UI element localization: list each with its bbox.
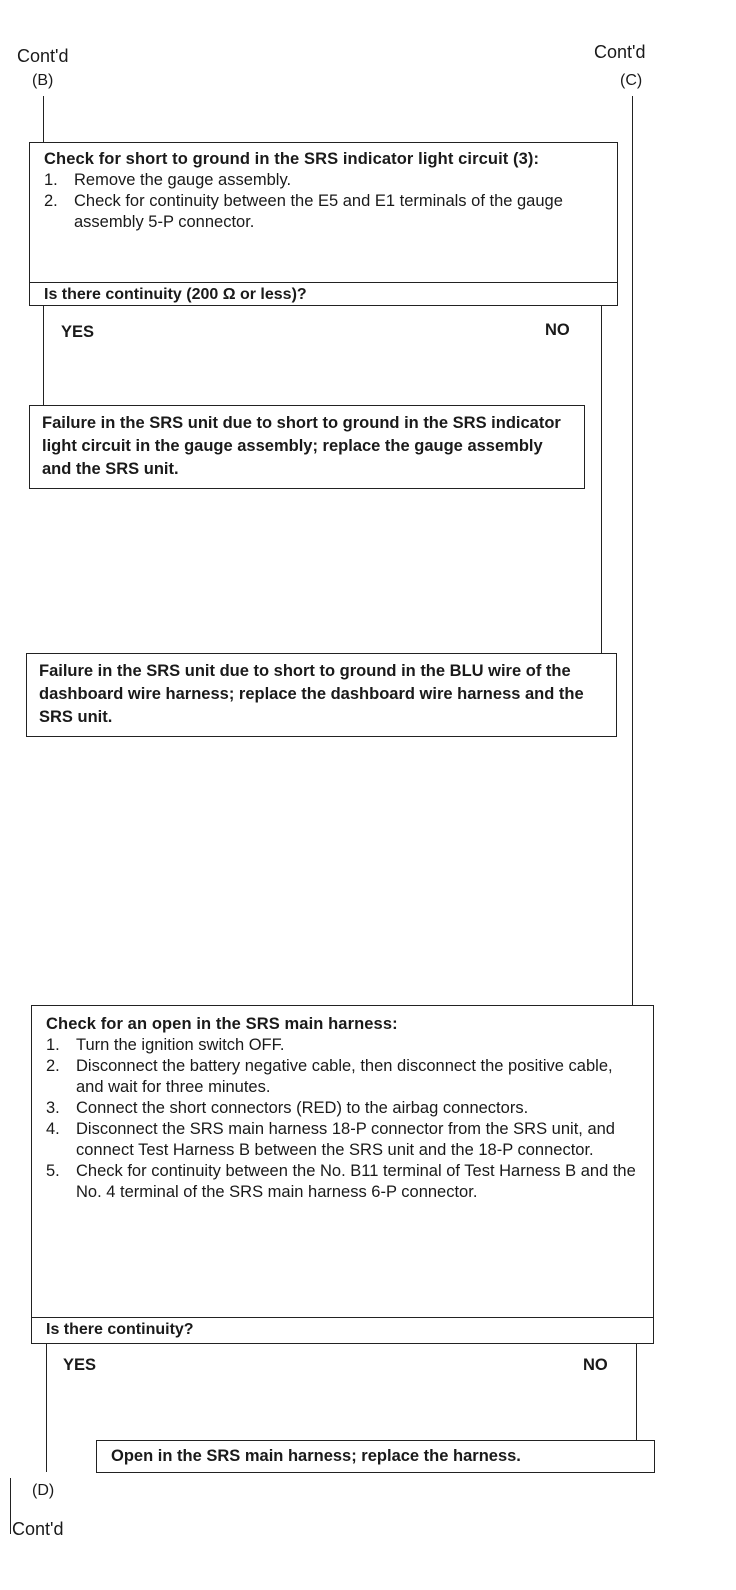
step2-title: Check for an open in the SRS main harness:: [46, 1015, 398, 1033]
result-blu-wire-box: Failure in the SRS unit due to short to ground in the BLU wire of the dashboard wire harness; replace the dashboard wire harness and the SRS unit.: [26, 653, 617, 737]
step1-title: Check for short to ground in the SRS indicator light circuit (3):: [44, 150, 540, 168]
step2-step: 1. Turn the ignition switch OFF.: [46, 1036, 285, 1054]
step2-step: 4. Disconnect the SRS main harness 18-P connector from the SRS unit, and connect Test Harness B between the SRS unit and the 18-P connector.: [46, 1120, 615, 1159]
result-gauge-assembly-box: Failure in the SRS unit due to short to ground in the SRS indicator light circuit in the gauge assembly; replace the gauge assembly and the SRS unit.: [29, 405, 585, 489]
step2-question: Is there continuity?: [32, 1317, 653, 1342]
contd-label-bottom-left: Cont'd: [12, 1519, 64, 1539]
check-short-to-ground-box: [29, 142, 618, 306]
flow-line-d: [10, 1478, 11, 1534]
step1-question: Is there continuity (200 Ω or less)?: [30, 282, 617, 307]
flow-line-yes-1: [43, 305, 44, 410]
contd-label-top-left: Cont'd: [17, 46, 69, 66]
step2-no-label: NO: [583, 1356, 608, 1374]
step2-step: 5. Check for continuity between the No. B11 terminal of Test Harness B and the No. 4 terminal of the SRS main harness 6-P connector.: [46, 1162, 636, 1201]
step1-step: 2. Check for continuity between the E5 and E1 terminals of the gauge assembly 5-P connector.: [44, 192, 563, 231]
contd-label-top-right: Cont'd: [594, 42, 646, 62]
flow-line-no-1: [601, 305, 602, 655]
flow-line-c: [632, 96, 633, 1006]
step1-yes-label: YES: [61, 323, 95, 341]
step1-step: 1. Remove the gauge assembly.: [44, 171, 292, 189]
step1-steps-list: [44, 170, 603, 233]
connector-c-label: (C): [620, 72, 643, 89]
step2-steps-list: [46, 1035, 639, 1203]
connector-b-label: (B): [32, 72, 54, 89]
check-open-main-harness-box: [31, 1005, 654, 1344]
flow-line-b: [43, 96, 44, 144]
step2-step: 3. Connect the short connectors (RED) to the airbag connectors.: [46, 1099, 529, 1117]
step1-no-label: NO: [545, 321, 570, 339]
result-replace-harness-box: Open in the SRS main harness; replace the harness.: [96, 1440, 655, 1473]
step2-step: 2. Disconnect the battery negative cable, then disconnect the positive cable, and wait for three minutes.: [46, 1057, 613, 1096]
connector-d-label: (D): [32, 1482, 55, 1499]
flow-line-yes-2: [46, 1342, 47, 1472]
step2-yes-label: YES: [63, 1356, 97, 1374]
flow-line-no-2: [636, 1342, 637, 1442]
